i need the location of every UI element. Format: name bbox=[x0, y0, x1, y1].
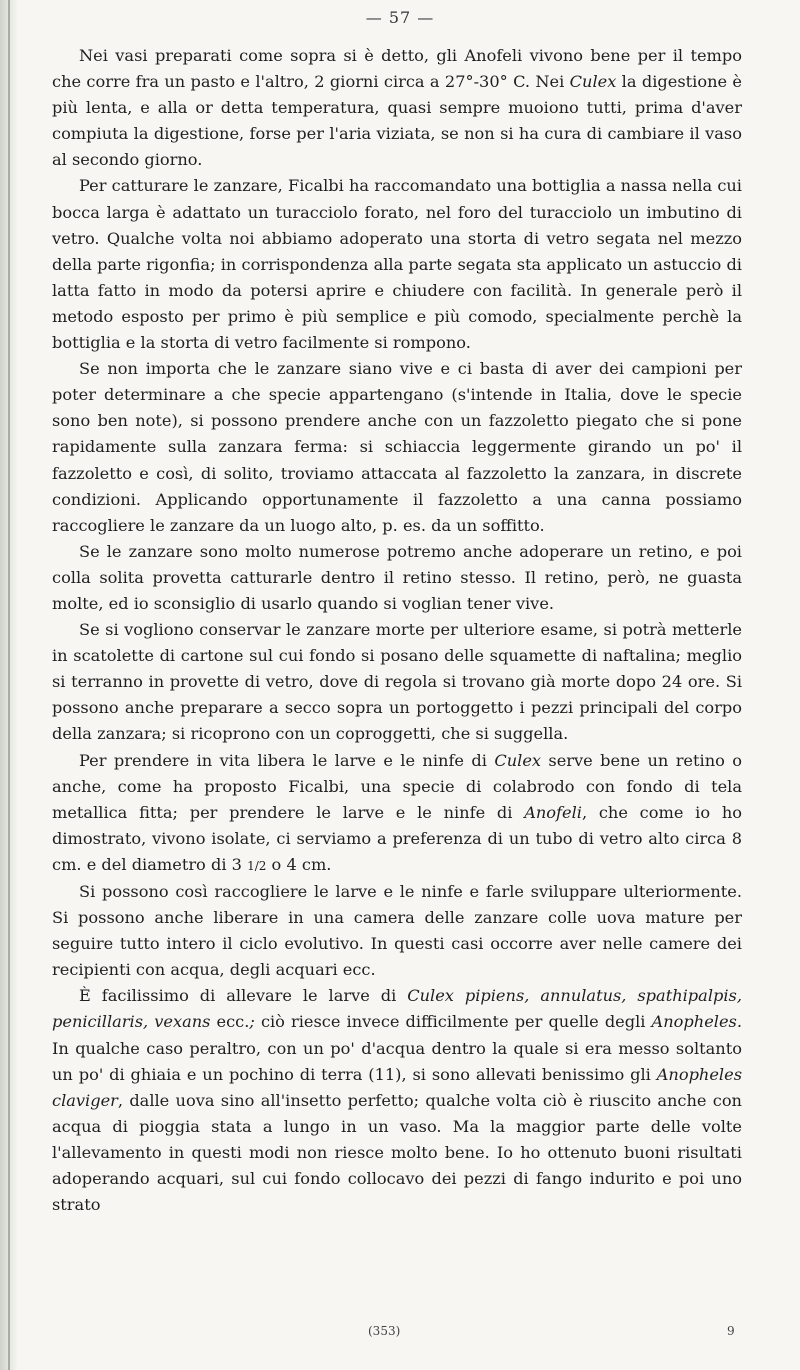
paragraph: Si possono così raccogliere le larve e le ninfe e farle svilupparе ulteriormente. Si possono anche liberare in una camera delle zanzare colle uova mature per seguire tutto intero il ciclo evolutivo. In questi casi occorre aver nelle camere dei recipienti con acqua, degli acquari ecc. bbox=[52, 882, 742, 980]
paragraph: Per catturare le zanzare, Ficalbi ha raccomandato una bottiglia a nassa nella cui bocca larga è adattato un turacciolo forato, nel foro del turacciolo un imbutino di vetro. Qualche volta noi abbiamo adoperato una storta di vetro segata nel mezzo della parte rigonfia; in corrispondenza alla parte segata sta applicato un astuccio di latta fatto in modo da potersi aprire e chiudere con facilità. In generale però il metodo esposto per primo è più semplice e più comodo, specialmente perchè la bottiglia e la storta di vetro facilmente si rompono. bbox=[52, 176, 742, 353]
page-binding-line bbox=[8, 0, 10, 1370]
page-number: — 57 — bbox=[365, 8, 435, 27]
paragraph: Se non importa che le zanzare siano vive e ci basta di aver dei campioni per poter determinare a che specie appartengano (s'intende in Italia, dove le specie sono ben note), si possono prendere anche con un fazzoletto piegato che si pone rapidamente sulla zanzara ferma: si schiaccia leggermente girando un po' il fazzoletto e così, di solito, troviamo attaccata al fazzoletto la zanzara, in discrete condizioni. Applicando opportunamente il fazzoletto a una canna possiamo raccogliere le zanzare da un luogo alto, p. es. da un soffitto. bbox=[52, 359, 742, 535]
body-text bbox=[52, 43, 742, 1218]
paragraph: Nei vasi preparati come sopra si è detto, gli Anofeli vivono bene per il tempo che corre fra un pasto e l'altro, 2 giorni circa a 27°-30° C. Nei Culex la digestione è più lenta, e alla or detta temperatura, quasi sempre muoiono tutti, prima d'aver compiuta la digestione, forse per l'aria viziata, se non si ha cura di cambiare il vaso al secondo giorno. bbox=[52, 46, 742, 170]
paragraph: Se le zanzare sono molto numerose potremo anche adoperare un retino, e poi colla solita provetta catturarle dentro il retino stesso. Il retino, però, ne guasta molte, ed io sconsiglio di usarlo quando si voglian tener vive. bbox=[52, 541, 742, 613]
paragraph: Per prendere in vita libera le larve e le ninfe di Culex serve bene un retino o anche, come ha proposto Ficalbi, una specie di colabrodo con fondo di tela metallica fitta; per prendere le larve e le ninfe di Anofeli, che come io ho dimostrato, vivono isolate, ci serviamo a preferenza di un tubo di vetro alto circa 8 cm. e del diametro di 3 1/2 o 4 cm. bbox=[52, 750, 742, 874]
paragraph: È facilissimo di allevare le larve di Culex pipiens, annulatus, spathipalpis, penicillaris, vexans ecc.; ciò riesce invece difficilmente per quelle degli Anopheles. In qualche caso peraltro, con un po' d'acqua dentro la quale si era messo soltanto un po' di ghiaia e un pochino di terra (11), si sono allevati benissimo gli Anopheles claviger, dalle uova sino all'insetto perfetto; qualche volta ciò è riuscito anche con acqua di pioggia stata a lungo in un vaso. Ma la maggior parte delle volte l'allevamento in questi modi non riesce molto bene. Io ho ottenuto buoni risultati adoperando acquari, sul cui fondo collocavo dei pezzi di fango indurito e poi uno strato bbox=[52, 986, 742, 1215]
gathering-number: 9 bbox=[727, 1324, 735, 1338]
signature-number: (353) bbox=[368, 1324, 401, 1338]
paragraph: Se si vogliono conservar le zanzare morte per ulteriore esame, si potrà metterle in scatolette di cartone sul cui fondo si posano delle squamette di naftalina; meglio si terranno in provette di vetro, dove di regola si trovano già morte dopo 24 ore. Si possono anche preparare a secco sopra un portoggetto i pezzi principali del corpo della zanzara; si ricoprono con un coproggetti, che si suggella. bbox=[52, 620, 742, 744]
